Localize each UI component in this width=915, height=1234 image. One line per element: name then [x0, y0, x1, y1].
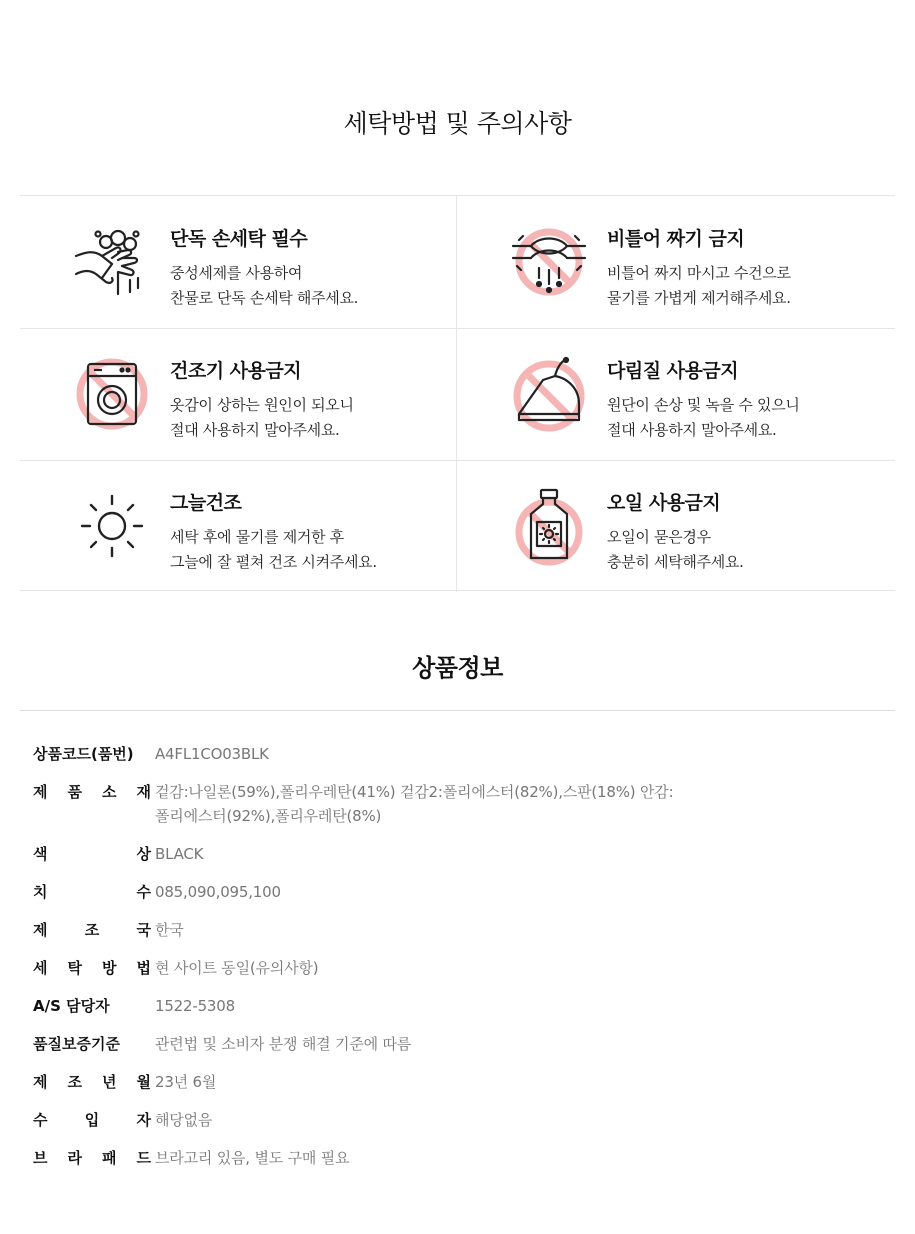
product-info-table	[33, 742, 853, 1170]
info-value: 관련법 및 소비자 분쟁 해결 기준에 따름	[155, 1035, 412, 1053]
care-item-description-line: 비틀어 짜지 마시고 수건으로	[607, 264, 791, 282]
care-item-description	[170, 525, 450, 575]
info-label: 브 라 패 드	[33, 1149, 151, 1167]
info-label: 수 입 자	[33, 1111, 151, 1129]
info-label: 품질보증기준	[33, 1035, 120, 1053]
info-value: A4FL1CO03BLK	[155, 745, 269, 763]
care-item-no-wring	[457, 196, 894, 328]
info-label: 제 품 소 재	[33, 783, 151, 801]
info-row-origin	[33, 918, 853, 942]
care-item-title: 단독 손세탁 필수	[170, 228, 308, 250]
care-item-description-line: 원단이 손상 및 녹을 수 있으니	[607, 396, 800, 414]
info-label: 세 탁 방 법	[33, 959, 151, 977]
info-value: 브라고리 있음, 별도 구매 필요	[155, 1149, 350, 1167]
care-item-no-oil	[457, 460, 894, 592]
info-row-importer	[33, 1108, 853, 1132]
info-row-size	[33, 880, 853, 904]
info-label: 색 상	[33, 845, 151, 863]
product-info-title: 상품정보	[412, 654, 503, 682]
no-wring-icon	[509, 222, 589, 302]
info-value: BLACK	[155, 845, 204, 863]
info-value: 23년 6월	[155, 1073, 217, 1091]
info-row-as-contact	[33, 994, 853, 1018]
care-item-description-line: 세탁 후에 물기를 제거한 후	[170, 528, 344, 546]
care-item-no-iron	[457, 328, 894, 460]
care-item-hand-wash	[20, 196, 457, 328]
info-label: 제 조 년 월	[33, 1073, 151, 1091]
care-item-description-line: 절대 사용하지 말아주세요.	[607, 421, 777, 439]
info-row-bra-pad	[33, 1146, 853, 1170]
info-value: 한국	[155, 921, 184, 939]
care-item-description	[607, 525, 887, 575]
care-item-title: 오일 사용금지	[607, 492, 721, 514]
info-row-material	[33, 780, 853, 828]
care-item-description-line: 찬물로 단독 손세탁 해주세요.	[170, 289, 359, 307]
care-instructions-grid	[20, 195, 895, 591]
info-value-line: 폴리에스터(92%),폴리우레탄(8%)	[155, 807, 382, 825]
care-item-shade-dry	[20, 460, 457, 592]
care-item-title: 건조기 사용금지	[170, 360, 302, 382]
care-item-description-line: 충분히 세탁해주세요.	[607, 553, 744, 571]
info-value: 해당없음	[155, 1111, 213, 1129]
info-value	[155, 780, 853, 828]
info-label: 상품코드(품번)	[33, 745, 134, 763]
info-value: 085,090,095,100	[155, 883, 281, 901]
care-item-description-line: 그늘에 잘 펼쳐 건조 시켜주세요.	[170, 553, 377, 571]
info-value: 1522-5308	[155, 997, 235, 1015]
care-item-description-line: 오일이 묻은경우	[607, 528, 711, 546]
info-row-product-code	[33, 742, 853, 766]
info-row-manufacture-date	[33, 1070, 853, 1094]
care-item-description-line: 중성세제를 사용하여	[170, 264, 303, 282]
info-value-line: 겉감:나일론(59%),폴리우레탄(41%) 겉감2:폴리에스터(82%),스판(18%) 안감:	[155, 783, 674, 801]
care-item-description-line: 절대 사용하지 말아주세요.	[170, 421, 340, 439]
sun-icon	[72, 486, 152, 566]
care-item-description	[170, 393, 450, 443]
info-row-wash-method	[33, 956, 853, 980]
no-iron-icon	[509, 354, 589, 434]
care-section-title: 세탁방법 및 주의사항	[343, 109, 572, 138]
no-oil-icon	[509, 486, 589, 566]
care-item-description	[170, 261, 450, 311]
care-item-no-dryer	[20, 328, 457, 460]
info-label: 치 수	[33, 883, 151, 901]
info-label: 제 조 국	[33, 921, 151, 939]
info-value: 현 사이트 동일(유의사항)	[155, 959, 319, 977]
hand-wash-icon	[72, 222, 152, 302]
care-item-title: 그늘건조	[170, 492, 242, 514]
care-item-description	[607, 261, 887, 311]
care-item-description-line: 옷감이 상하는 원인이 되오니	[170, 396, 354, 414]
care-item-description	[607, 393, 887, 443]
info-row-quality-guarantee	[33, 1032, 853, 1056]
info-row-color	[33, 842, 853, 866]
care-item-description-line: 물기를 가볍게 제거해주세요.	[607, 289, 791, 307]
info-label: A/S 담당자	[33, 997, 110, 1015]
product-info-divider	[20, 710, 895, 711]
care-item-title: 다림질 사용금지	[607, 360, 739, 382]
care-item-title: 비틀어 짜기 금지	[607, 228, 745, 250]
no-dryer-icon	[72, 354, 152, 434]
